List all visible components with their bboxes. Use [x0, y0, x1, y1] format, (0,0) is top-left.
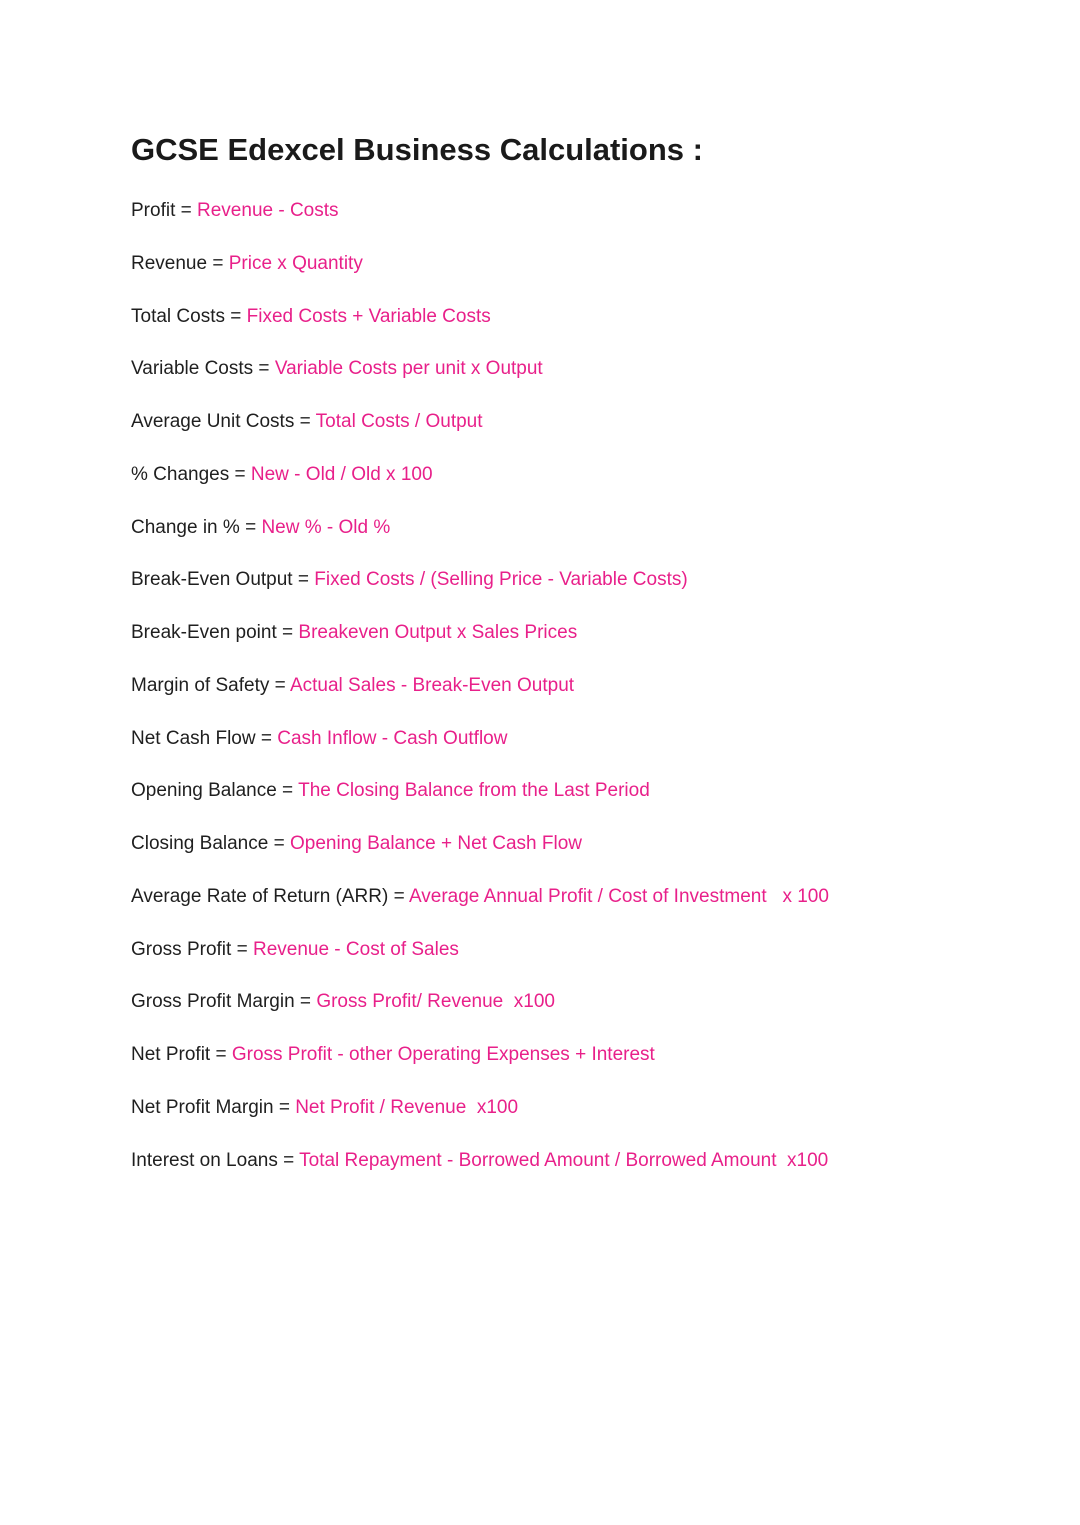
formula-expression: Breakeven Output x Sales Prices [298, 622, 578, 643]
formula-term: Margin of Safety [131, 674, 270, 696]
formula-term: Variable Costs [131, 358, 254, 380]
formula-expression: Gross Profit/ Revenue x100 [316, 991, 555, 1013]
equals-sign: = [224, 305, 247, 327]
formula-expression: Fixed Costs + Variable Costs [246, 305, 491, 327]
formula-row [131, 1093, 1031, 1146]
formula-expression: Revenue - Costs [197, 200, 339, 221]
formula-term: Change in % [131, 516, 240, 538]
formula-term: Average Rate of Return (ARR) [131, 885, 389, 907]
formula-row [131, 302, 1031, 355]
equals-sign: = [239, 516, 262, 538]
formula-term: % Changes [131, 463, 230, 485]
formula-term: Gross Profit Margin [131, 991, 295, 1013]
formula-expression: Net Profit / Revenue x100 [295, 1096, 519, 1118]
formula-row [131, 671, 1031, 724]
equals-sign: = [255, 727, 278, 749]
formula-term: Closing Balance [131, 833, 269, 854]
formula-term: Opening Balance [131, 780, 277, 802]
formula-row [131, 882, 1031, 935]
formula-row [131, 354, 1031, 407]
formula-row [131, 565, 1031, 618]
equals-sign: = [273, 1096, 296, 1118]
equals-sign: = [268, 833, 290, 854]
formula-expression: Actual Sales - Break-Even Output [289, 674, 575, 696]
formula-row [131, 724, 1031, 777]
formula-term: Gross Profit [131, 938, 232, 960]
formula-list [131, 196, 1031, 1198]
formula-term: Revenue [131, 252, 208, 274]
formula-expression: Variable Costs per unit x Output [274, 358, 543, 380]
formula-row [131, 935, 1031, 988]
equals-sign: = [292, 569, 315, 591]
formula-expression: Cash Inflow - Cash Outflow [277, 727, 508, 749]
equals-sign: = [276, 622, 299, 643]
formula-term: Total Costs [131, 305, 225, 327]
formula-expression: Total Costs / Output [315, 411, 483, 432]
formula-term: Break-Even point [131, 622, 277, 643]
formula-term: Net Profit Margin [131, 1096, 274, 1118]
formula-term: Net Cash Flow [131, 727, 256, 749]
equals-sign: = [175, 200, 198, 221]
equals-sign: = [388, 885, 409, 907]
formula-expression: New - Old / Old x 100 [250, 463, 433, 485]
formula-term: Average Unit Costs [131, 411, 295, 432]
equals-sign: = [294, 991, 317, 1013]
formula-row [131, 460, 1031, 513]
formula-row [131, 776, 1031, 829]
formula-expression: New % - Old % [261, 516, 391, 538]
formula-row [131, 618, 1031, 671]
formula-expression: Fixed Costs / (Selling Price - Variable Costs) [314, 569, 688, 591]
formula-expression: Gross Profit - other Operating Expenses + Interest [231, 1044, 655, 1065]
formula-expression: Price x Quantity [228, 252, 363, 274]
equals-sign: = [276, 780, 299, 802]
equals-sign: = [210, 1044, 232, 1065]
equals-sign: = [207, 252, 229, 274]
document-title: GCSE Edexcel Business Calculations : [131, 132, 703, 167]
formula-term: Net Profit [131, 1044, 211, 1065]
formula-expression: Average Annual Profit / Cost of Investment x 100 [408, 885, 829, 907]
formula-expression: Opening Balance + Net Cash Flow [289, 833, 582, 854]
formula-row [131, 987, 1031, 1040]
equals-sign: = [231, 938, 253, 960]
formula-row [131, 196, 1031, 249]
formula-row [131, 1146, 1031, 1199]
formula-term: Break-Even Output [131, 569, 293, 591]
formula-term: Interest on Loans [131, 1149, 278, 1171]
equals-sign: = [294, 411, 316, 432]
formula-expression: The Closing Balance from the Last Period [298, 780, 650, 802]
formula-row [131, 1040, 1031, 1093]
formula-expression: Total Repayment - Borrowed Amount / Borrowed Amount x100 [299, 1149, 829, 1171]
formula-expression: Revenue - Cost of Sales [252, 938, 459, 960]
formula-row [131, 513, 1031, 566]
equals-sign: = [269, 674, 290, 696]
equals-sign: = [229, 463, 251, 485]
equals-sign: = [277, 1149, 300, 1171]
equals-sign: = [253, 358, 275, 380]
formula-row [131, 829, 1031, 882]
formula-row [131, 249, 1031, 302]
formula-term: Profit [131, 200, 176, 221]
formula-row [131, 407, 1031, 460]
